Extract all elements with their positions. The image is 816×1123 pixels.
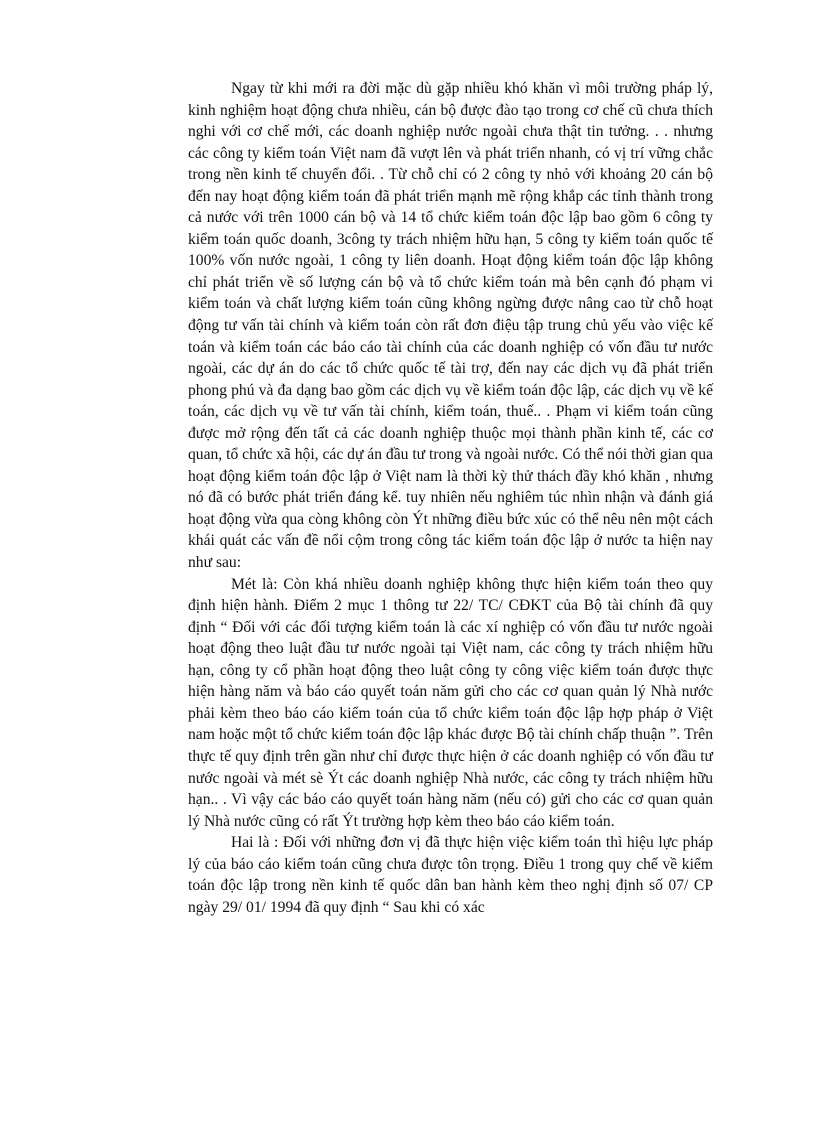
- body-paragraph-3: Hai là : Đối với những đơn vị đã thực hiện việc kiểm toán thì hiệu lực pháp lý của báo cáo kiểm toán cũng chưa được tôn trọng. Điều 1 trong quy chế về kiểm toán độc lập trong nền kinh tế quốc dân ban hành kèm theo nghị định số 07/ CP ngày 29/ 01/ 1994 đã quy định “ Sau khi có xác: [188, 834, 713, 916]
- body-paragraph-2: Mét là: Còn khá nhiều doanh nghiệp không thực hiện kiểm toán theo quy định hiện hành. Điểm 2 mục 1 thông tư 22/ TC/ CĐKT của Bộ tài chính đã quy định “ Đối với các đối tượng kiểm toán là các xí nghiệp có vốn đầu tư nước ngoài hoạt động theo luật đầu tư nước ngoài tại Việt nam, các công ty trách nhiệm hữu hạn, công ty cổ phần hoạt động theo luật công ty công việc kiểm toán được thực hiện hàng năm và báo cáo quyết toán năm gửi cho các cơ quan quản lý Nhà nước phải kèm theo báo cáo kiểm toán của tổ chức kiểm toán độc lập hợp pháp ở Việt nam hoặc một tổ chức kiểm toán độc lập khác được Bộ tài chính chấp thuận ”. Trên thực tế quy định trên gần như chỉ được thực hiện ở các doanh nghiệp có vốn đầu tư nước ngoài và mét sè Ýt các doanh nghiệp Nhà nước, các công ty trách nhiệm hữu hạn.. . Vì vậy các báo cáo quyết toán hàng năm (nếu có) gửi cho các cơ quan quản lý Nhà nước cũng có rất Ýt trường hợp kèm theo báo cáo kiểm toán.: [188, 575, 713, 830]
- document-page: [188, 78, 713, 918]
- body-paragraph-1: Ngay từ khi mới ra đời mặc dù gặp nhiều khó khăn vì môi trường pháp lý, kinh nghiệm hoạt động chưa nhiều, cán bộ được đào tạo trong cơ chế cũ chưa thích nghi với cơ chế mới, các doanh nghiệp nước ngoài chưa thật tin tưởng. . . nhưng các công ty kiểm toán Việt nam đã vượt lên và phát triển nhanh, có vị trí vững chắc trong nền kinh tế chuyển đổi. . Từ chỗ chỉ có 2 công ty nhỏ với khoảng 20 cán bộ đến nay hoạt động kiểm toán đã phát triển mạnh mẽ rộng khắp các tỉnh thành trong cả nước với trên 1000 cán bộ và 14 tổ chức kiểm toán độc lập bao gồm 6 công ty kiểm toán quốc doanh, 3công ty trách nhiệm hữu hạn, 5 công ty kiểm toán quốc tế 100% vốn nước ngoài, 1 công ty liên doanh. Hoạt động kiểm toán độc lập không chỉ phát triển về số lượng cán bộ và tổ chức kiểm toán mà bên cạnh đó phạm vi kiểm toán và chất lượng kiểm toán cũng không ngừng được nâng cao từ chỗ hoạt động tư vấn tài chính và kiểm toán còn rất đơn điệu tập trung chủ yếu vào việc kế toán và kiểm toán các báo cáo tài chính của các doanh nghiệp có vốn đầu tư nước ngoài, các dự án do các tổ chức quốc tế tài trợ, đến nay các dịch vụ đã phát triển phong phú và đa dạng bao gồm các dịch vụ về kiểm toán độc lập, các dịch vụ về kế toán, các dịch vụ về tư vấn tài chính, kiểm toán, thuế.. . Phạm vi kiểm toán cũng được mở rộng đến tất cả các doanh nghiệp thuộc mọi thành phần kinh tế, các cơ quan, tổ chức xã hội, các dự án đầu tư trong và ngoài nước. Có thể nói thời gian qua hoạt động kiểm toán độc lập ở Việt nam là thời kỳ thử thách đầy khó khăn , nhưng nó đã có bước phát triển đáng kể. tuy nhiên nếu nghiêm túc nhìn nhận và đánh giá hoạt động vừa qua còng không còn Ýt những điều bức xúc có thể nêu nên một cách khái quát các vấn đề nổi cộm trong công tác kiểm toán độc lập ở nước ta hiện nay như sau:: [188, 80, 713, 572]
